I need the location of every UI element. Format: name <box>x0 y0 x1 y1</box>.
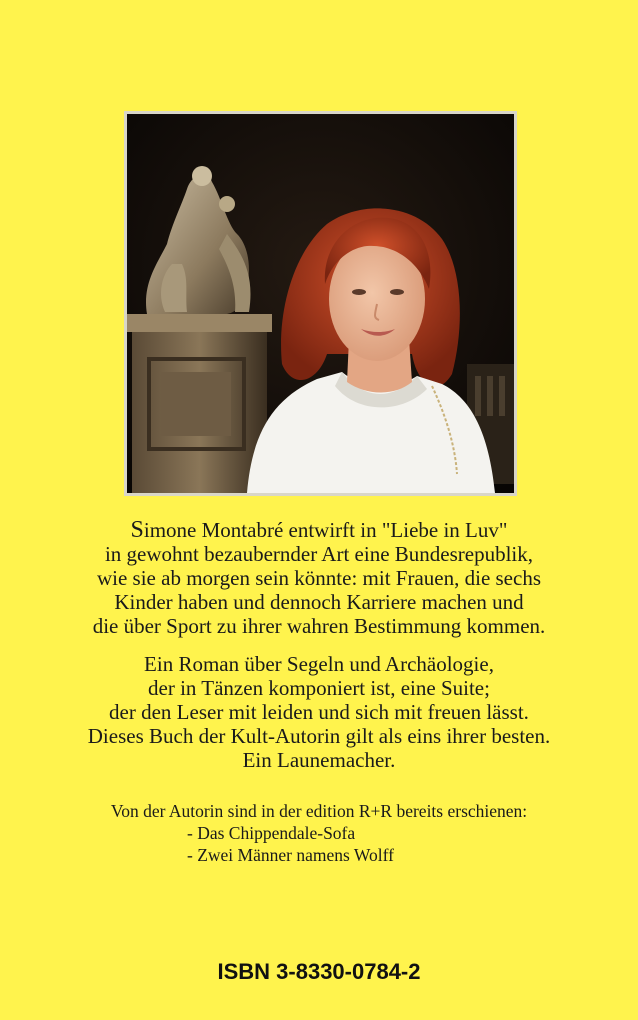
author-portrait-image <box>127 114 514 493</box>
list-item: - Zwei Männer namens Wolff <box>187 845 394 865</box>
drop-letter: S <box>130 517 144 543</box>
other-works <box>0 800 638 866</box>
blurb1-line-2: in gewohnt bezaubernder Art eine Bundesrepublik, <box>104 542 534 566</box>
other-works-list <box>0 822 638 866</box>
blurb-paragraph-1 <box>0 518 638 638</box>
blurb2-line-4: Dieses Buch der Kult-Autorin gilt als eins ihrer besten. <box>87 724 551 748</box>
blurb2-line-5: Ein Launemacher. <box>242 748 396 772</box>
isbn-number: ISBN 3-8330-0784-2 <box>217 959 421 984</box>
blurb2-line-2: der in Tänzen komponiert ist, eine Suite; <box>148 676 490 700</box>
blurb2-line-3: der den Leser mit leiden und sich mit freuen lässt. <box>109 700 529 724</box>
blurb2-line-1: Ein Roman über Segeln und Archäologie, <box>144 652 494 676</box>
author-photo <box>124 111 517 496</box>
blurb1-line-4: Kinder haben und dennoch Karriere machen und <box>114 590 524 614</box>
blurb1-line-5: die über Sport zu ihrer wahren Bestimmung kommen. <box>92 614 546 638</box>
blurb-paragraph-2 <box>0 652 638 772</box>
blurb1-line-1 <box>0 518 638 542</box>
blurb1-line-3: wie sie ab morgen sein könnte: mit Frauen, die sechs <box>96 566 541 590</box>
blurb1-line-1-rest: imone Montabré entwirft in "Liebe in Luv" <box>143 518 508 542</box>
other-works-intro: Von der Autorin sind in der edition R+R bereits erschienen: <box>110 801 528 821</box>
list-item: - Das Chippendale-Sofa <box>187 823 356 843</box>
